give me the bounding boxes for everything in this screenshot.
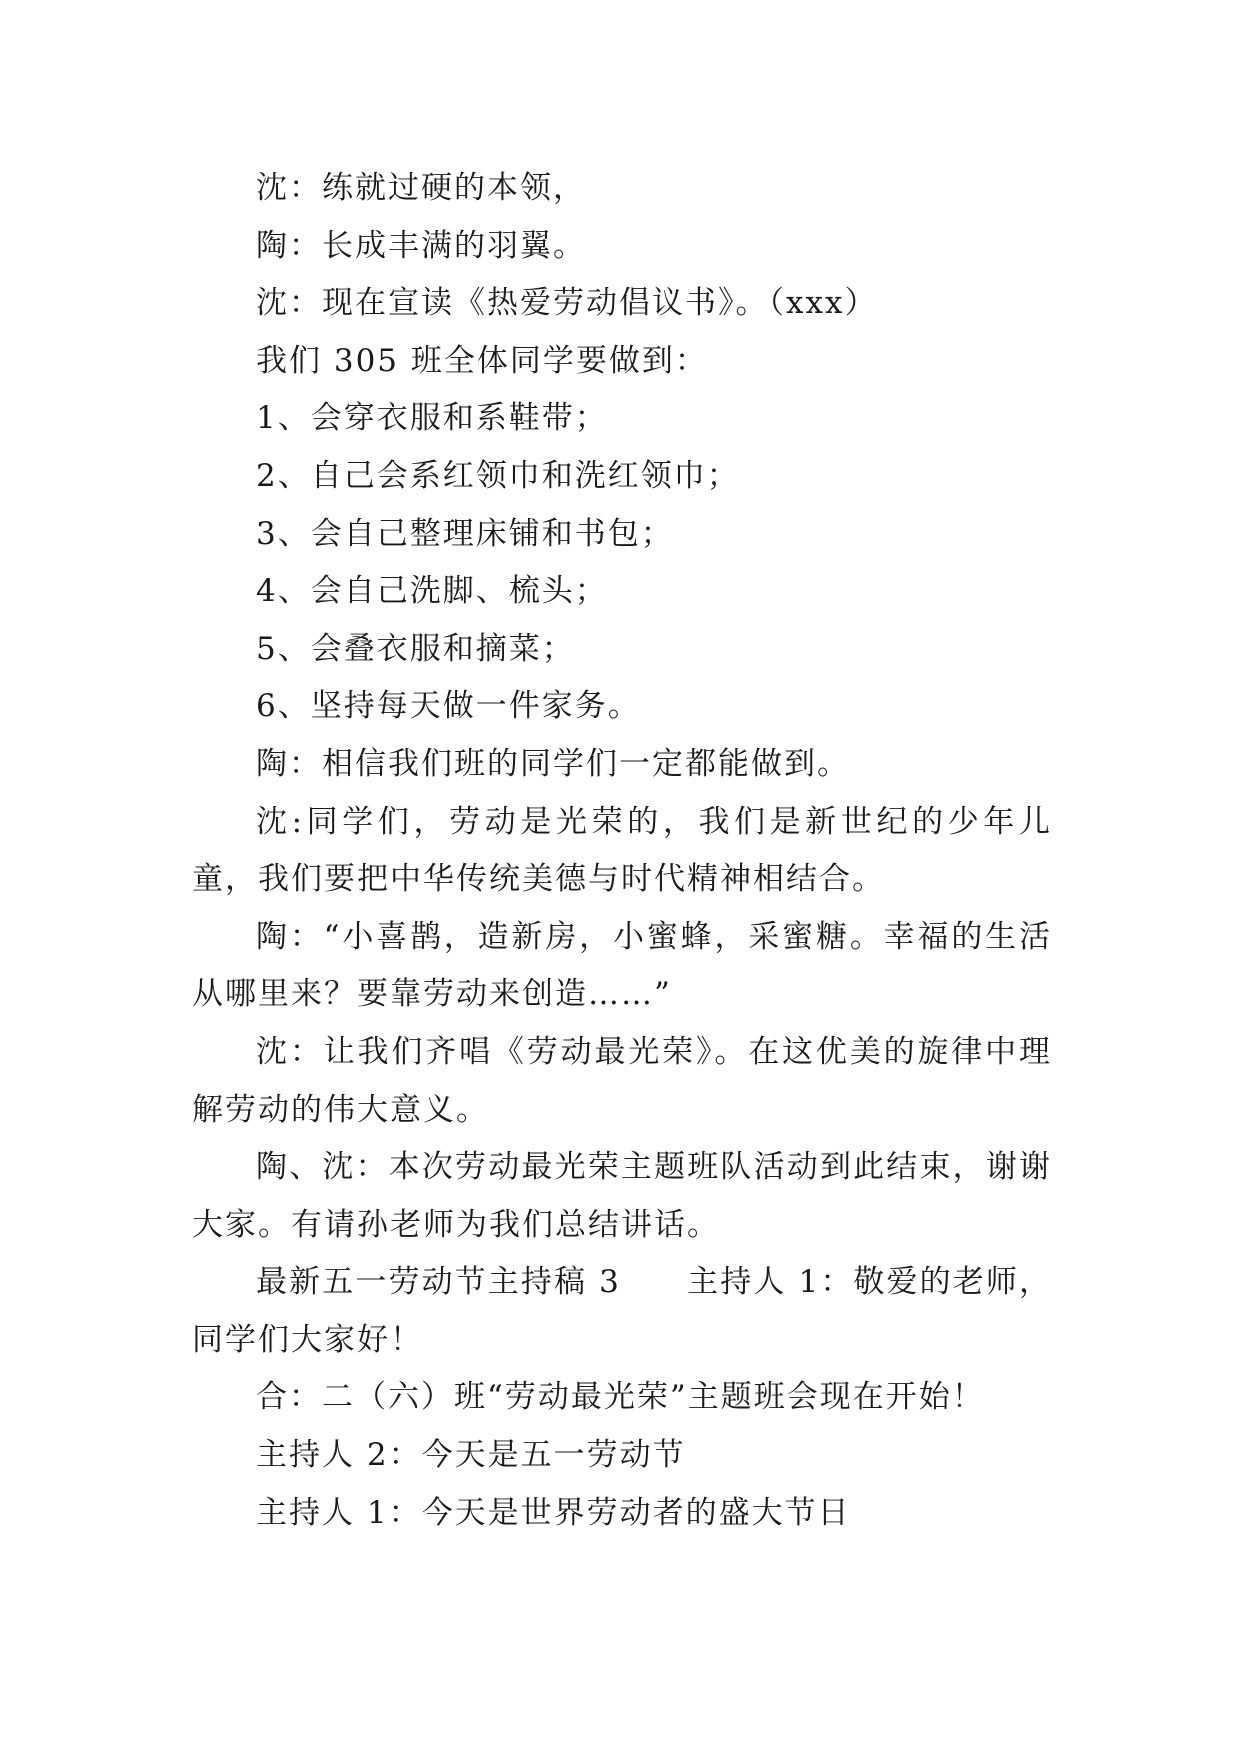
list-item: 3、会自己整理床铺和书包；	[256, 515, 674, 552]
paragraph: 沈：练就过硬的本领，	[256, 170, 586, 206]
paragraph: 陶、沈：本次劳动最光荣主题班队活动到此结束，谢谢大家。有请孙老师为我们总结讲话。	[192, 1149, 1052, 1243]
list-item: 5、会叠衣服和摘菜；	[256, 630, 575, 667]
paragraph: 我们 305 班全体同学要做到：	[256, 342, 708, 379]
paragraph: 沈:同学们，劳动是光荣的，我们是新世纪的少年儿童，我们要把中华传统美德与时代精神相结合。	[192, 803, 1052, 898]
list-item: 6、坚持每天做一件家务。	[256, 688, 641, 725]
paragraph: 主持人 1：今天是世界劳动者的盛大节日	[256, 1494, 851, 1531]
paragraph: 沈：现在宣读《热爱劳动倡议书》。（xxx）	[256, 285, 878, 322]
document-body	[192, 160, 1052, 1542]
list-item: 2、自己会系红领巾和洗红领巾；	[256, 457, 740, 494]
paragraph: 陶：“小喜鹊，造新房，小蜜蜂，采蜜糖。幸福的生活从哪里来？要靠劳动来创造……”	[192, 918, 1052, 1013]
paragraph: 最新五一劳动节主持稿 3 主持人 1：敬爱的老师，同学们大家好！	[192, 1264, 1052, 1358]
paragraph: 合：二（六）班“劳动最光荣”主题班会现在开始！	[256, 1379, 985, 1416]
paragraph: 沈：让我们齐唱《劳动最光荣》。在这优美的旋律中理解劳动的伟大意义。	[192, 1033, 1052, 1128]
list-item: 1、会穿衣服和系鞋带；	[256, 400, 608, 437]
paragraph: 陶：长成丰满的羽翼。	[256, 227, 586, 264]
paragraph: 主持人 2：今天是五一劳动节	[256, 1437, 686, 1474]
list-item: 4、会自己洗脚、梳头；	[256, 573, 608, 610]
paragraph: 陶：相信我们班的同学们一定都能做到。	[256, 745, 850, 782]
